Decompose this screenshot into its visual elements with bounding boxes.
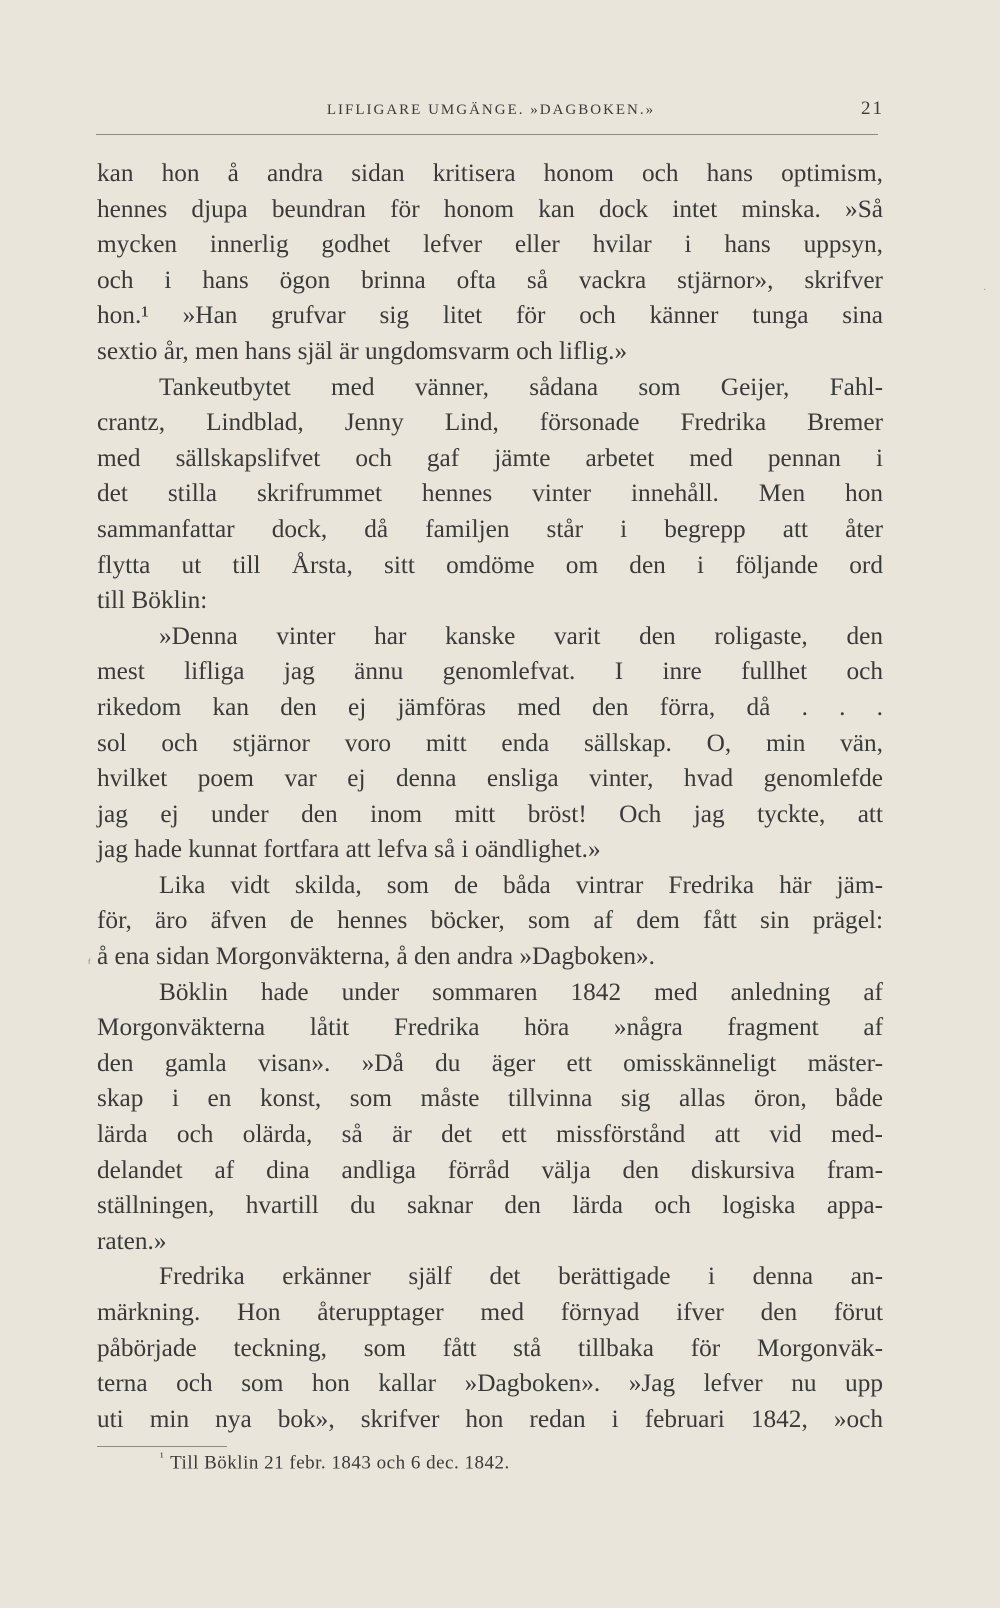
text-line: Fredrika erkänner själf det berättigade i denna an- bbox=[159, 1262, 883, 1291]
text-line: terna och som hon kallar »Dagboken». »Jag lefver nu upp bbox=[97, 1369, 883, 1398]
text-line: »Denna vinter har kanske varit den roligaste, den bbox=[159, 621, 883, 650]
text-line: delandet af dina andliga förråd välja den diskursiva fram- bbox=[97, 1155, 883, 1184]
text-line: rikedom kan den ej jämföras med den förra, då . . . bbox=[97, 692, 883, 721]
text-line: raten.» bbox=[97, 1226, 167, 1255]
margin-mark: · bbox=[983, 285, 987, 296]
text-line: å ena sidan Morgonväkterna, å den andra »Dagboken». bbox=[97, 942, 655, 971]
text-line: och i hans ögon brinna ofta så vackra stjärnor», skrifver bbox=[97, 265, 883, 294]
text-line: det stilla skrifrummet hennes vinter innehåll. Men hon bbox=[97, 479, 883, 508]
text-line: Böklin hade under sommaren 1842 med anledning af bbox=[159, 977, 883, 1006]
text-line: påbörjade teckning, som fått stå tillbaka för Morgonväk- bbox=[97, 1333, 883, 1362]
text-line: till Böklin: bbox=[97, 586, 208, 615]
text-line: skap i en konst, som måste tillvinna sig allas öron, både bbox=[97, 1084, 883, 1113]
footnote-marker: ¹ bbox=[160, 1450, 165, 1464]
footnote-text: Till Böklin 21 febr. 1843 och 6 dec. 1842. bbox=[170, 1452, 510, 1474]
text-line: märkning. Hon återupptager med förnyad ifver den förut bbox=[97, 1298, 883, 1326]
text-line: Tankeutbytet med vänner, sådana som Geijer, Fahl- bbox=[159, 372, 883, 401]
page-number: 21 bbox=[861, 98, 884, 119]
footnote bbox=[160, 1450, 510, 1474]
text-line: mycken innerlig godhet lefver eller hvilar i hans uppsyn, bbox=[97, 230, 883, 259]
text-line: den gamla visan». »Då du äger ett omisskänneligt mäster- bbox=[97, 1048, 883, 1077]
header-rule bbox=[96, 134, 878, 135]
running-head-title: LIFLIGARE UMGÄNGE. »DAGBOKEN.» bbox=[326, 102, 656, 118]
text-line: crantz, Lindblad, Jenny Lind, försonade Fredrika Bremer bbox=[97, 408, 883, 437]
text-line: sol och stjärnor voro mitt enda sällskap. O, min vän, bbox=[97, 728, 883, 757]
text-line: hennes djupa beundran för honom kan dock intet minska. »Så bbox=[97, 194, 883, 223]
text-line: flytta ut till Årsta, sitt omdöme om den i följande ord bbox=[97, 550, 883, 579]
margin-mark: ᶠ bbox=[88, 956, 91, 970]
text-line: Lika vidt skilda, som de båda vintrar Fredrika här jäm- bbox=[159, 870, 883, 899]
running-head bbox=[96, 96, 886, 126]
body-text bbox=[97, 156, 883, 1437]
text-line: mest lifliga jag ännu genomlefvat. I inre fullhet och bbox=[97, 657, 883, 686]
text-line: sammanfattar dock, då familjen står i begrepp att åter bbox=[97, 514, 883, 543]
text-line: hvilket poem var ej denna ensliga vinter, hvad genomlefde bbox=[97, 764, 883, 793]
footnote-rule bbox=[97, 1446, 227, 1447]
text-line: Morgonväkterna låtit Fredrika höra »några fragment af bbox=[97, 1013, 883, 1042]
text-line: uti min nya bok», skrifver hon redan i februari 1842, »och bbox=[97, 1404, 883, 1433]
text-line: jag ej under den inom mitt bröst! Och jag tyckte, att bbox=[97, 799, 883, 828]
text-line: kan hon å andra sidan kritisera honom och hans optimism, bbox=[97, 159, 883, 187]
text-line: lärda och olärda, så är det ett missförstånd att vid med- bbox=[97, 1120, 883, 1149]
text-line: hon.¹ »Han grufvar sig litet för och känner tunga sina bbox=[97, 301, 883, 330]
text-line: ställningen, hvartill du saknar den lärda och logiska appa- bbox=[97, 1191, 883, 1220]
text-line: jag hade kunnat fortfara att lefva så i oändlighet.» bbox=[97, 835, 601, 864]
text-line: för, äro äfven de hennes böcker, som af dem fått sin prägel: bbox=[97, 906, 883, 935]
text-line: sextio år, men hans själ är ungdomsvarm och liflig.» bbox=[97, 336, 628, 365]
text-line: med sällskapslifvet och gaf jämte arbetet med pennan i bbox=[97, 443, 883, 472]
